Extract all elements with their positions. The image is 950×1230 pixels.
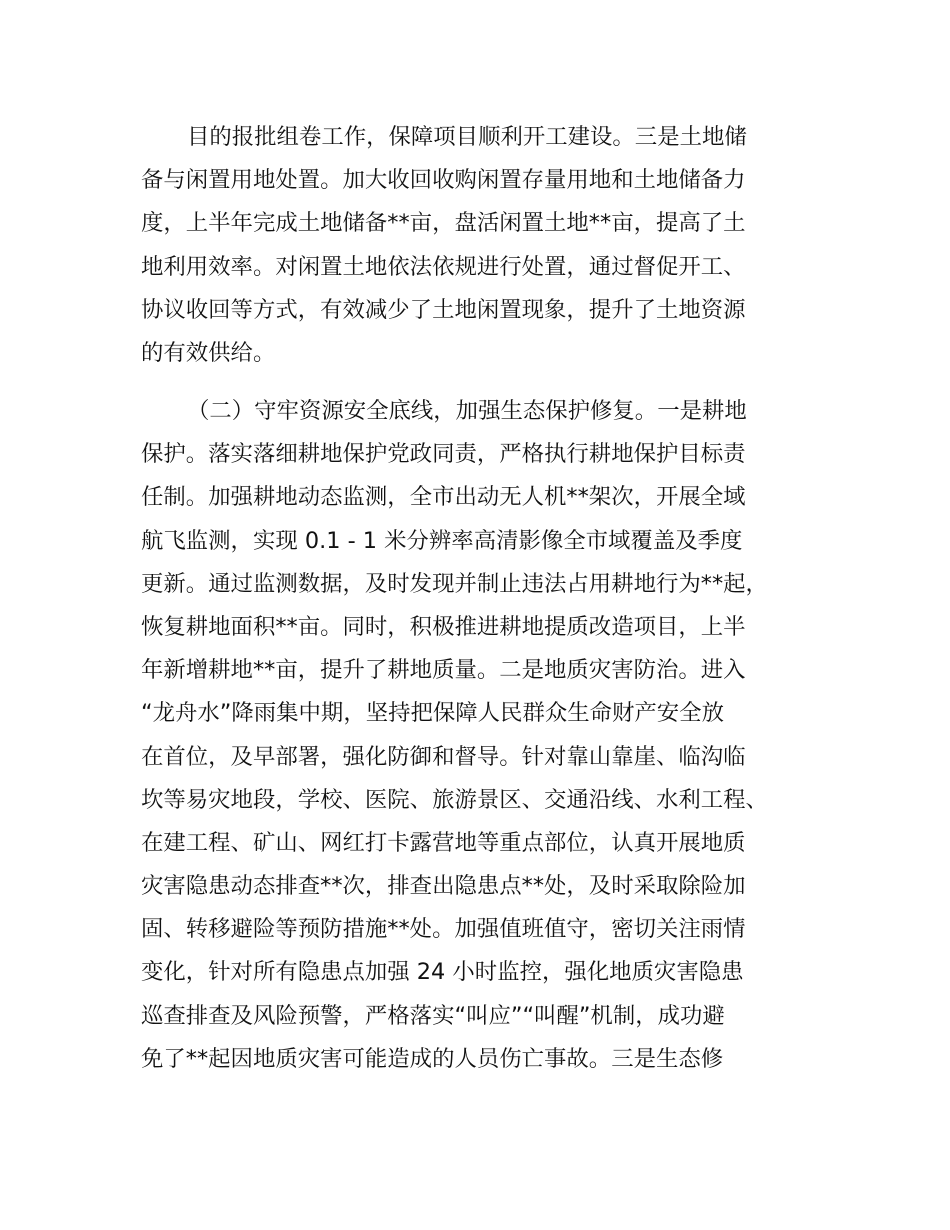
text-line: 巡查排查及风险预警，严格落实“叫应”“叫醒”机制，成功避	[141, 1002, 725, 1029]
paragraph-resource-safety	[141, 390, 841, 1081]
text-line: 协议收回等方式，有效减少了土地闲置现象，提升了土地资源	[141, 296, 746, 323]
text-line: 地利用效率。对闲置土地依法依规进行处置，通过督促开工、	[141, 253, 746, 280]
text-line: 恢复耕地面积**亩。同时，积极推进耕地提质改造项目，上半	[141, 613, 746, 640]
text-line: 目的报批组卷工作，保障项目顺利开工建设。三是土地储	[187, 124, 747, 150]
text-line: 变化，针对所有隐患点加强 24 小时监控，强化地质灾害隐患	[141, 959, 744, 986]
text-line: 更新。通过监测数据，及时发现并制止违法占用耕地行为**起，	[141, 570, 768, 597]
text-line: 备与闲置用地处置。加大收回收购闲置存量用地和土地储备力	[141, 167, 746, 194]
text-line: 任制。加强耕地动态监测，全市出动无人机**架次，开展全域	[141, 484, 746, 511]
text-line: 的有效供给。	[141, 339, 276, 366]
text-line: 保护。落实落细耕地保护党政同责，严格执行耕地保护目标责	[141, 441, 746, 468]
paragraph-land-reserve	[141, 116, 841, 375]
text-line: “龙舟水”降雨集中期，坚持把保障人民群众生命财产安全放	[141, 700, 724, 727]
text-line: （二）守牢资源安全底线，加强生态保护修复。一是耕地	[187, 398, 747, 424]
text-line: 灾害隐患动态排查**次，排查出隐患点**处，及时采取除险加	[141, 873, 746, 900]
text-line: 度，上半年完成土地储备**亩，盘活闲置土地**亩，提高了土	[141, 210, 746, 237]
text-line: 航飞监测，实现 0.1 - 1 米分辨率高清影像全市域覆盖及季度	[141, 527, 743, 554]
text-line: 坎等易灾地段，学校、医院、旅游景区、交通沿线、水利工程、	[141, 786, 768, 813]
text-line: 固、转移避险等预防措施**处。加强值班值守，密切关注雨情	[141, 916, 746, 943]
text-line: 免了**起因地质灾害可能造成的人员伤亡事故。三是生态修	[141, 1045, 724, 1072]
text-line: 在建工程、矿山、网红打卡露营地等重点部位，认真开展地质	[141, 829, 746, 856]
text-line: 在首位，及早部署，强化防御和督导。针对靠山靠崖、临沟临	[141, 743, 746, 770]
text-line: 年新增耕地**亩，提升了耕地质量。二是地质灾害防治。进入	[141, 657, 746, 684]
